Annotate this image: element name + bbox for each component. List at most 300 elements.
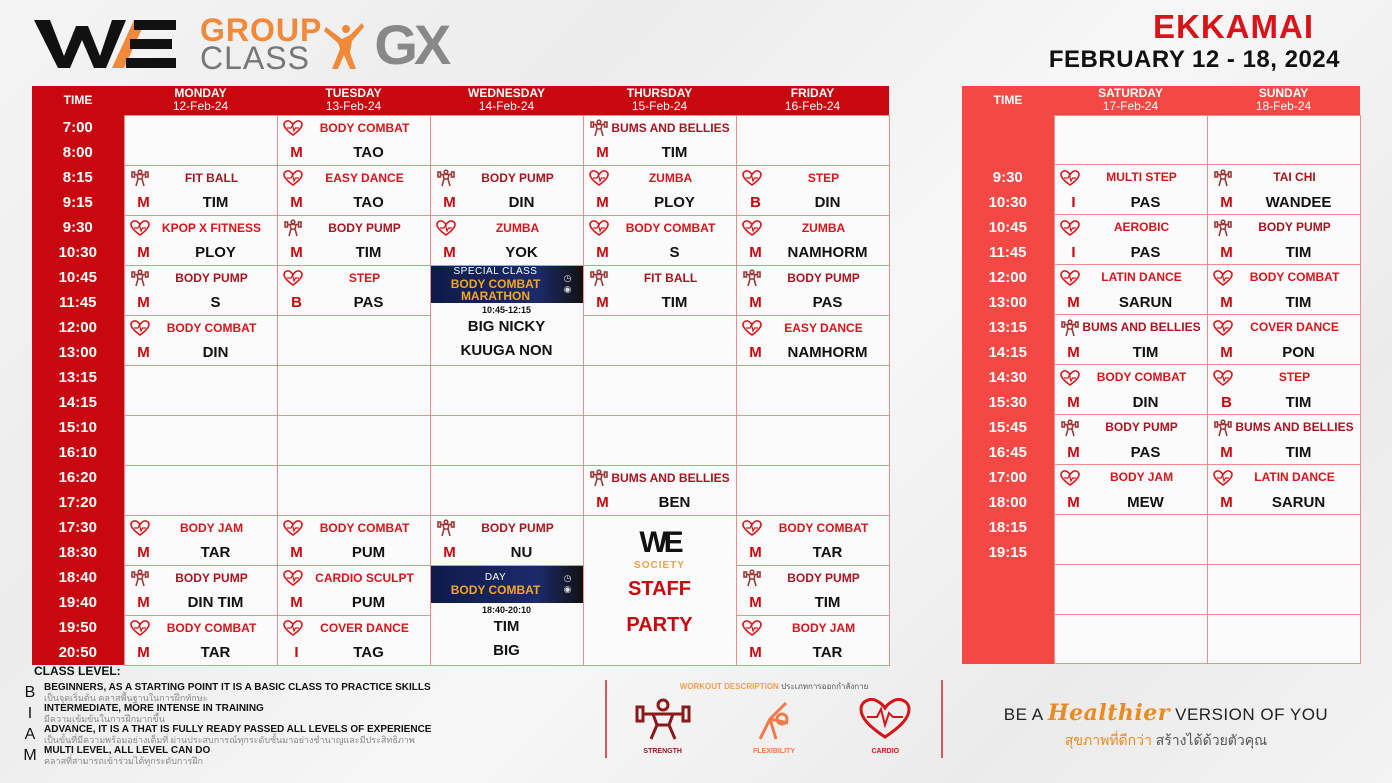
end-time: 8:00 [62,144,93,161]
level-i [16,703,586,724]
schedule-row [962,215,1360,265]
cardio-icon [1060,270,1080,286]
strength-icon [743,569,761,587]
instructor-name: PLOY [654,194,695,211]
class-slot[interactable] [1207,315,1360,365]
end-time: 19:15 [988,543,1027,561]
cardio-icon-wrap [741,520,763,536]
start-time: 17:30 [58,519,97,536]
class-slot[interactable] [1054,165,1207,215]
empty-slot [1054,614,1207,664]
strength-icon [590,469,608,487]
start-time: 19:50 [58,619,97,636]
start-time: 13:15 [988,318,1027,336]
cardio-icon-wrap [435,220,457,236]
strength-icon-wrap [282,219,304,237]
schedule-row [32,565,889,615]
class-level: B [1221,393,1232,411]
class-level: M [596,244,609,261]
class-slot[interactable] [736,515,889,565]
class-slot[interactable] [124,315,277,365]
class-slot[interactable] [430,515,583,565]
party-label: PARTY [626,613,693,636]
cardio-icon [857,697,913,741]
class-slot[interactable] [1054,215,1207,265]
class-slot[interactable] [277,515,430,565]
class-level: M [1220,343,1233,361]
strength-icon-wrap [741,269,763,287]
strength-icon-wrap [129,569,151,587]
class-slot[interactable] [124,565,277,615]
empty-slot [277,415,430,465]
class-level: M [137,194,150,211]
date-range: FEBRUARY 12 - 18, 2024 [1048,46,1340,73]
class-name: KPOP X FITNESS [161,220,262,235]
class-slot[interactable] [1207,165,1360,215]
empty-slot [583,415,736,465]
class-name: BODY COMBAT [166,620,257,635]
cardio-icon-wrap [1059,470,1081,486]
workout-type-cardio [840,697,930,755]
instructor-name: TIM [355,244,382,261]
class-name: BODY PUMP [175,270,248,285]
instructor-name: PAS [1130,193,1161,211]
class-slot[interactable] [1207,415,1360,465]
strength-icon [131,569,149,587]
class-slot[interactable] [1207,265,1360,315]
class-name: BODY COMBAT [166,320,257,335]
we-society-logo: WE [639,525,680,559]
workout-description-title: WORKOUT DESCRIPTION ประเภทการออกกำลังกาย [679,682,869,691]
strength-icon [743,269,761,287]
day-header-saturday: SATURDAY 17-Feb-24 [1054,86,1207,115]
class-slot[interactable] [124,215,277,265]
cardio-icon-wrap [1212,370,1234,386]
schedule-row [32,515,889,565]
special-class-marathon[interactable] [430,265,583,365]
workout-type-flexibility [729,697,819,755]
class-name: STEP [1278,370,1311,385]
instructor-name: WANDEE [1265,193,1332,211]
class-name: BODY PUMP [787,270,860,285]
level-code: A [24,725,36,743]
class-name: BODY PUMP [175,570,248,585]
class-name: BUMS AND BELLIES [1235,420,1354,435]
strength-icon [635,697,691,741]
class-slot[interactable] [277,565,430,615]
instructor-name: TIM [661,294,688,311]
flexibility-label: FLEXIBILITY [752,748,795,755]
class-slot[interactable] [1207,365,1360,415]
class-name: MULTI STEP [1106,170,1177,185]
time-header: TIME [32,86,124,115]
cardio-icon [1213,270,1233,286]
instructor-name: TIM [661,144,688,161]
class-slot[interactable] [124,615,277,665]
instructor-name: MEW [1127,493,1164,511]
strength-icon [131,269,149,287]
schedule-row [32,165,889,215]
strength-icon [284,219,302,237]
level-desc-en: INTERMEDIATE, MORE INTENSE IN TRAINING [44,703,264,714]
instructor-name: SARUN [1118,293,1173,311]
empty-slot [430,415,583,465]
class-level: M [749,544,762,561]
strength-icon-wrap [741,569,763,587]
class-level: M [443,544,456,561]
class-slot[interactable] [736,315,889,365]
schedule-row [32,215,889,265]
cardio-icon [130,220,150,236]
cardio-icon [1213,370,1233,386]
time-slot [32,165,124,215]
class-level: M [749,594,762,611]
class-slot[interactable] [430,165,583,215]
end-time: 18:30 [58,544,97,561]
instructor-name: NAMHORM [787,344,868,361]
class-slot[interactable] [1054,465,1207,515]
cardio-icon [589,220,609,236]
time-header: TIME [962,86,1054,115]
strength-icon-wrap [129,169,151,187]
cardio-icon [283,620,303,636]
time-slot [32,415,124,465]
empty-slot [583,315,736,365]
strength-icon [437,169,455,187]
end-time: 9:15 [62,194,93,211]
class-slot[interactable] [277,265,430,315]
start-time: 7:00 [62,119,93,136]
class-level: M [290,544,303,561]
cardio-icon [283,270,303,286]
level-desc-en: BEGINNERS, AS A STARTING POINT IT IS A BASIC CLASS TO PRACTICE SKILLS [44,682,431,693]
cardio-icon-wrap [282,120,304,136]
class-name: BODY PUMP [481,170,554,185]
time-slot [32,115,124,165]
class-name: ZUMBA [648,170,693,185]
class-slot[interactable] [736,565,889,615]
cardio-icon [1060,470,1080,486]
cardio-icon-wrap [129,620,151,636]
class-level: M [1067,393,1080,411]
strength-icon-wrap [435,169,457,187]
empty-slot [124,365,277,415]
strength-icon [1061,319,1079,337]
class-level: M [137,294,150,311]
instructor-name: PLOY [195,244,236,261]
special-class-banner: SPECIAL CLASS BODY COMBAT MARATHON ◷ ◉ [431,266,583,303]
class-name: BODY COMBAT [778,520,869,535]
empty-slot [430,115,583,165]
class-level: M [290,244,303,261]
level-desc-en: ADVANCE, IT IS A THAT IS FULLY READY PASSED ALL LEVELS OF EXPERIENCE [44,724,432,735]
time-slot [962,614,1054,664]
cardio-icon-wrap [741,620,763,636]
level-a [16,724,586,745]
time-slot [32,565,124,615]
staff-party-event [583,515,736,665]
class-level: M [137,244,150,261]
instructor-name: TAR [200,544,231,561]
instructor-name: PON [1282,343,1315,361]
cardio-icon-wrap [1212,470,1234,486]
start-time: 14:30 [988,368,1027,386]
strength-label: STRENGTH [643,748,682,755]
class-slot[interactable] [583,115,736,165]
tagline-post: VERSION OF YOU [1175,705,1329,724]
schedule-row [32,465,889,515]
strength-icon-wrap [1212,419,1234,437]
weekday-schedule-table [32,86,890,666]
we-day-banner: DAY BODY COMBAT ◷ ◉ [431,566,583,603]
strength-icon [590,269,608,287]
schedule-row [962,365,1360,415]
instructor-name: TIM [1285,243,1312,261]
class-slot[interactable] [1054,315,1207,365]
special-class-we-day[interactable] [430,565,583,665]
class-slot[interactable] [277,115,430,165]
class-slot[interactable] [277,215,430,265]
class-name: ZUMBA [801,220,846,235]
cardio-icon [742,320,762,336]
cardio-icon [742,620,762,636]
time-slot [962,565,1054,615]
empty-slot [277,365,430,415]
instructor-name: TIM [814,594,841,611]
class-name: CARDIO SCULPT [315,570,414,585]
class-name: BODY PUMP [1105,420,1178,435]
empty-slot [430,465,583,515]
cardio-icon [1060,370,1080,386]
class-level: M [290,144,303,161]
class-name: COVER DANCE [1250,320,1339,335]
end-time: 15:30 [988,393,1027,411]
level-code: B [24,683,36,701]
instructor-name: TAR [200,644,231,661]
class-level: M [1067,293,1080,311]
class-level: I [294,644,299,661]
empty-slot [124,465,277,515]
class-slot[interactable] [1207,215,1360,265]
class-slot[interactable] [430,215,583,265]
class-slot[interactable] [736,165,889,215]
class-slot[interactable] [583,465,736,515]
schedule-row [32,115,889,165]
class-slot[interactable] [583,215,736,265]
class-slot[interactable] [736,615,889,665]
instructor-name: S [669,244,680,261]
cardio-icon [589,170,609,186]
end-time: 13:00 [58,344,97,361]
empty-slot [1207,614,1360,664]
class-slot[interactable] [124,165,277,215]
empty-slot [124,115,277,165]
class-slot[interactable] [277,165,430,215]
end-time: 18:00 [988,493,1027,511]
class-slot[interactable] [1207,465,1360,515]
staff-label: STAFF [628,577,691,600]
class-name: BODY JAM [1109,470,1174,485]
level-b [16,682,586,703]
branch-title: EKKAMAI [1153,8,1314,45]
end-time: 10:30 [988,193,1027,211]
time-slot [962,165,1054,215]
cardio-icon [283,520,303,536]
class-level: M [1220,493,1233,511]
class-name: BODY PUMP [787,570,860,585]
day-header-thursday: THURSDAY 15-Feb-24 [583,86,736,115]
weekend-schedule-table [962,86,1361,664]
day-header-monday: MONDAY 12-Feb-24 [124,86,277,115]
class-slot[interactable] [1054,265,1207,315]
start-time: 17:00 [988,468,1027,486]
class-slot[interactable] [124,265,277,315]
tagline-highlight: Healthier [1047,700,1170,726]
end-time: 10:30 [58,244,97,261]
schedule-row [962,515,1360,565]
class-name: BODY PUMP [481,520,554,535]
group-class-wordmark [200,14,322,74]
strength-icon-wrap [588,119,610,137]
class-slot[interactable] [736,215,889,265]
special-time: 10:45-12:15 [481,304,532,315]
class-level: M [596,194,609,211]
instructor-name: BIG NICKY [467,317,546,335]
cardio-icon-wrap [1059,370,1081,386]
level-desc-th: เป็นขั้นที่มีความพร้อมอย่างเต็มที่ ผ่านประสบการณ์ทุกระดับชั้นมาอย่างชำนาญและมีประสิทธิภาพ [44,735,415,745]
class-slot[interactable] [277,615,430,665]
empty-slot [736,415,889,465]
time-slot [962,315,1054,365]
start-time: 10:45 [988,218,1027,236]
empty-slot [430,365,583,415]
empty-slot [277,465,430,515]
class-slot[interactable] [1054,415,1207,465]
class-level: M [749,294,762,311]
kick-figure-icon [322,17,366,71]
class-level: M [290,194,303,211]
special-time: 18:40-20:10 [481,604,532,615]
level-code: M [23,746,37,764]
time-slot [962,515,1054,565]
start-time: 8:15 [62,169,93,186]
cardio-icon [742,520,762,536]
cardio-icon-wrap [1059,270,1081,286]
brand-logo [34,14,447,74]
time-slot [32,365,124,415]
start-time: 9:30 [992,168,1023,186]
class-name: BUMS AND BELLIES [1082,320,1201,335]
class-level: M [443,244,456,261]
strength-icon-wrap [1212,169,1234,187]
class-name: LATIN DANCE [1101,270,1182,285]
cardio-icon [1213,470,1233,486]
start-time: 15:45 [988,418,1027,436]
logo-class-text: CLASS [200,40,310,76]
empty-slot [1054,565,1207,615]
day-header-tuesday: TUESDAY 13-Feb-24 [277,86,430,115]
strength-icon [590,119,608,137]
instructor-name: TIM [1285,293,1312,311]
schedule-row [962,465,1360,515]
strength-icon-wrap [129,269,151,287]
class-level-legend [16,664,586,766]
cardio-icon [283,570,303,586]
empty-slot [1207,565,1360,615]
strength-icon [1214,169,1232,187]
cardio-icon [1213,320,1233,336]
class-name: BODY COMBAT [1249,270,1340,285]
class-name: EASY DANCE [784,320,863,335]
instructor-name: TAR [812,644,843,661]
instructor-name: BEN [658,494,691,511]
class-level: B [750,194,761,211]
class-name: STEP [348,270,381,285]
class-level: B [291,294,302,311]
empty-slot [583,365,736,415]
cardio-icon-wrap [1059,170,1081,186]
class-name: ZUMBA [495,220,540,235]
day-header-wednesday: WEDNESDAY 14-Feb-24 [430,86,583,115]
instructor-name: KUUGA NON [460,341,553,359]
empty-slot [277,315,430,365]
class-name: BODY JAM [791,620,856,635]
class-name: BODY COMBAT [319,520,410,535]
instructor-name: PUM [351,544,386,561]
level-desc-th: เป็นจุดเริ่มต้น คลาสพื้นฐานในการฝึกทักษะ [44,693,208,703]
empty-slot [124,415,277,465]
class-level: I [1071,243,1076,261]
instructor-name: BIG [493,641,520,659]
class-slot[interactable] [1054,365,1207,415]
start-time: 9:30 [62,219,93,236]
cardio-icon [436,220,456,236]
class-name: EASY DANCE [325,170,404,185]
class-slot[interactable] [736,265,889,315]
instructor-name: YOK [505,244,538,261]
time-slot [32,515,124,565]
start-time: 18:15 [988,518,1027,536]
cardio-icon-wrap [282,170,304,186]
class-name: BODY PUMP [328,220,401,235]
instructor-name: DIN [814,194,841,211]
logo-group-text: GROUP [200,12,323,48]
class-slot[interactable] [583,165,736,215]
time-slot [32,315,124,365]
class-slot[interactable] [124,515,277,565]
strength-icon-wrap [588,269,610,287]
instructor-name: DIN [202,344,229,361]
schedule-row [962,565,1360,615]
class-level: M [1067,343,1080,361]
cardio-icon-wrap [588,170,610,186]
cardio-icon-wrap [1212,270,1234,286]
start-time: 12:00 [988,268,1027,286]
schedule-row [962,165,1360,215]
class-name: BODY PUMP [1258,220,1331,235]
class-slot[interactable] [583,265,736,315]
empty-slot [1207,115,1360,165]
instructor-name: TIM [1285,393,1312,411]
strength-icon-wrap [1212,219,1234,237]
time-slot [962,215,1054,265]
cardio-icon-wrap [129,220,151,236]
strength-icon [437,519,455,537]
cardio-icon-wrap [1059,220,1081,236]
schedule-row [962,415,1360,465]
level-m [16,745,586,766]
class-level: M [137,344,150,361]
